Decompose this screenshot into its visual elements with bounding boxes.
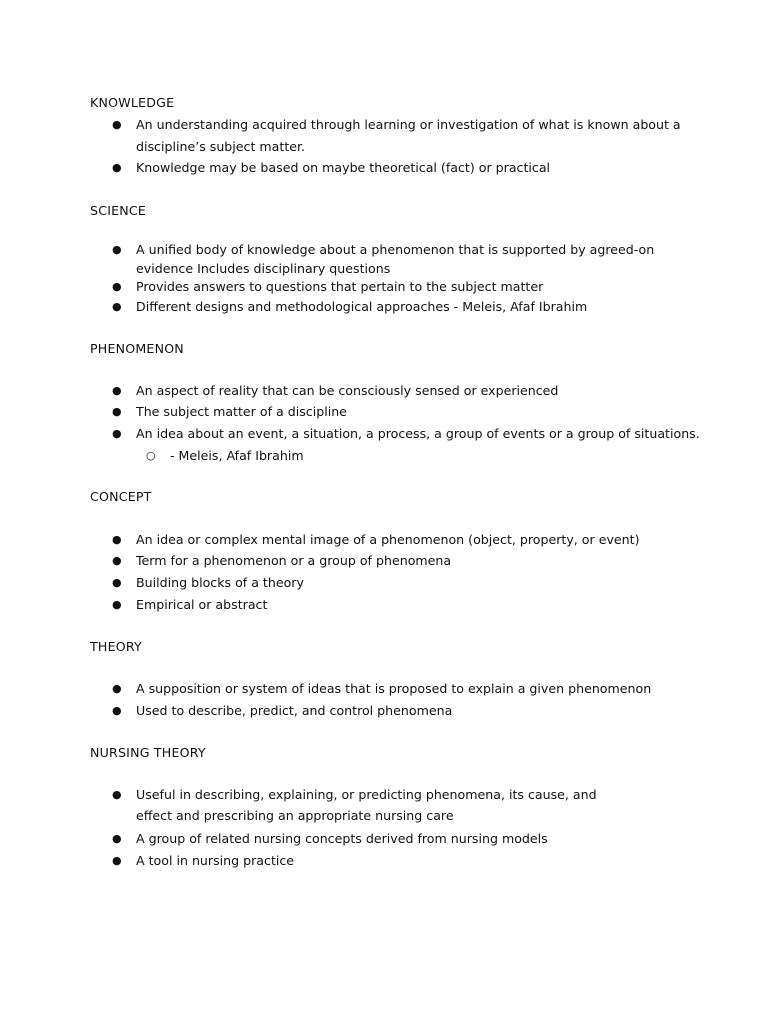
- bullet-icon: ●: [112, 788, 122, 801]
- bullet-icon: ●: [112, 384, 122, 397]
- list-item-text: A group of related nursing concepts derived from nursing models: [136, 831, 548, 846]
- bullet-icon: ●: [112, 854, 122, 867]
- list-item-text: An understanding acquired through learning or investigation of what is known about a: [136, 117, 681, 132]
- section-heading-theory: THEORY: [90, 639, 142, 654]
- bullet-icon: ●: [112, 682, 122, 695]
- list-item-text: Provides answers to questions that pertain to the subject matter: [136, 279, 544, 294]
- list-item-text-continued: effect and prescribing an appropriate nursing care: [136, 808, 454, 823]
- bullet-icon: ●: [112, 704, 122, 717]
- list-item-text: An aspect of reality that can be consciously sensed or experienced: [136, 383, 559, 398]
- bullet-icon: ●: [112, 300, 122, 313]
- section-heading-concept: CONCEPT: [90, 489, 152, 504]
- list-item-text: The subject matter of a discipline: [136, 404, 347, 419]
- bullet-icon: ●: [112, 533, 122, 546]
- bullet-icon: ●: [112, 118, 122, 131]
- bullet-icon: ●: [112, 280, 122, 293]
- list-item-text: An idea about an event, a situation, a process, a group of events or a group of situations.: [136, 426, 700, 441]
- list-item-text: Used to describe, predict, and control phenomena: [136, 703, 453, 718]
- sub-bullet-icon: ○: [146, 449, 156, 462]
- section-heading-nursing-theory: NURSING THEORY: [90, 745, 206, 760]
- section-heading-knowledge: KNOWLEDGE: [90, 95, 175, 110]
- bullet-icon: ●: [112, 576, 122, 589]
- list-item-text: A tool in nursing practice: [136, 853, 295, 868]
- list-item-text: A unified body of knowledge about a phenomenon that is supported by agreed-on: [136, 242, 655, 257]
- list-item-text: Empirical or abstract: [136, 597, 268, 612]
- bullet-icon: ●: [112, 598, 122, 611]
- bullet-icon: ●: [112, 243, 122, 256]
- list-item-text: An idea or complex mental image of a phenomenon (object, property, or event): [136, 532, 640, 547]
- bullet-icon: ●: [112, 427, 122, 440]
- list-item-text-continued: discipline’s subject matter.: [136, 139, 306, 154]
- bullet-icon: ●: [112, 161, 122, 174]
- list-item-text: Knowledge may be based on maybe theoretical (fact) or practical: [136, 160, 551, 175]
- sub-list-item-text: - Meleis, Afaf Ibrahim: [170, 448, 304, 463]
- list-item-text: Building blocks of a theory: [136, 575, 304, 590]
- bullet-icon: ●: [112, 554, 122, 567]
- list-item-text: Term for a phenomenon or a group of phenomena: [136, 553, 452, 568]
- section-heading-phenomenon: PHENOMENON: [90, 341, 184, 356]
- bullet-icon: ●: [112, 405, 122, 418]
- list-item-text-continued: evidence Includes disciplinary questions: [136, 261, 391, 276]
- list-item-text: Different designs and methodological approaches - Meleis, Afaf Ibrahim: [136, 299, 588, 314]
- bullet-icon: ●: [112, 832, 122, 845]
- list-item-text: Useful in describing, explaining, or predicting phenomena, its cause, and: [136, 787, 597, 802]
- section-heading-science: SCIENCE: [90, 203, 147, 218]
- list-item-text: A supposition or system of ideas that is proposed to explain a given phenomenon: [136, 681, 652, 696]
